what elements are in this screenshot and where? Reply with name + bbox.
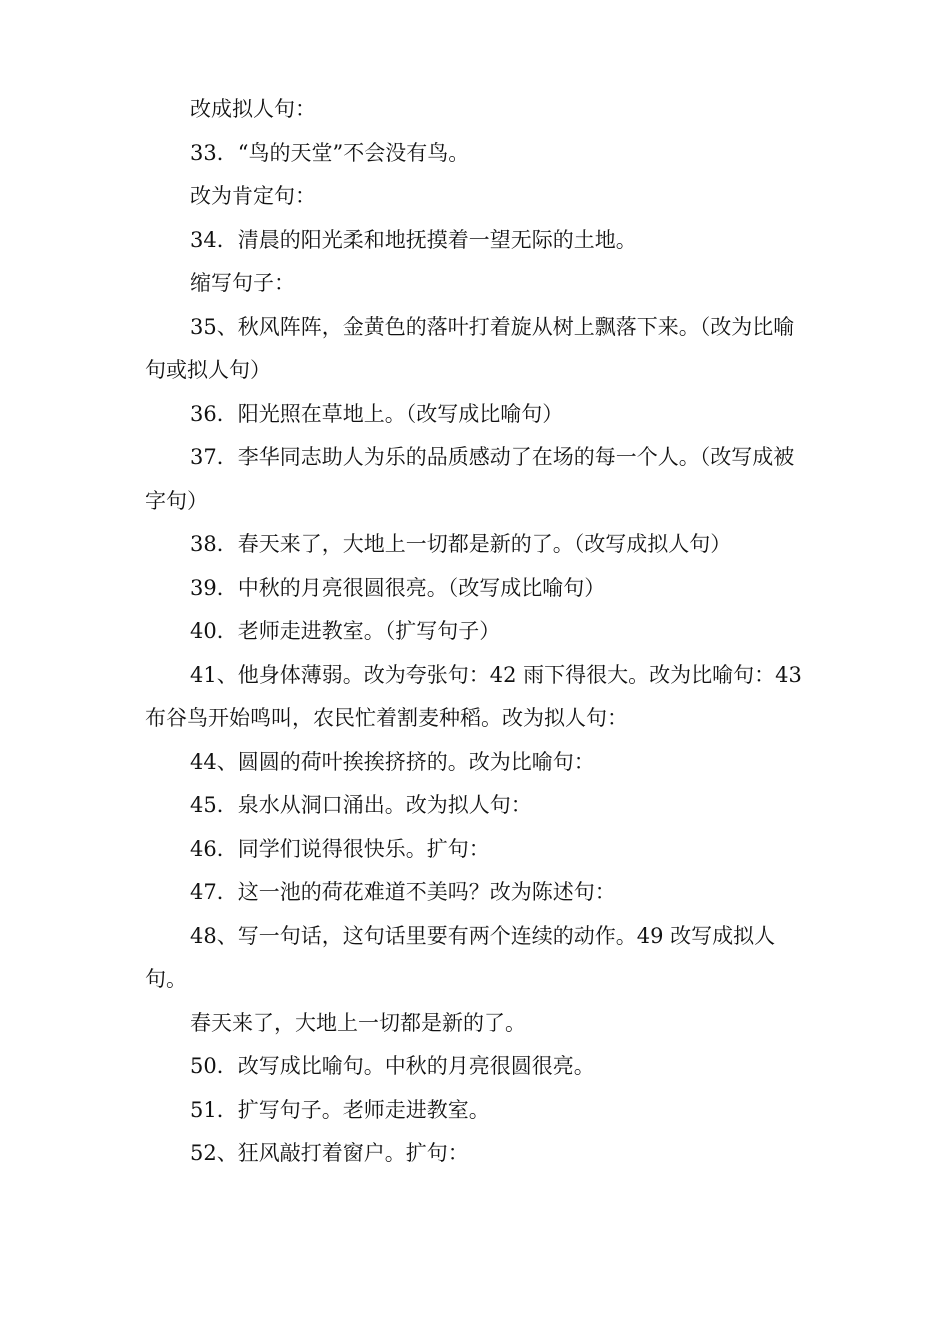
- paragraph: 33．“鸟的天堂”不会没有鸟。: [190, 140, 470, 165]
- paragraph: 41、他身体薄弱。改为夸张句：42 雨下得很大。改为比喻句：43 布谷鸟开始鸣叫，农民忙着割麦种稻。改为拟人句：: [145, 662, 802, 730]
- paragraph: 34．清晨的阳光柔和地抚摸着一望无际的土地。: [190, 227, 637, 252]
- paragraph: 50．改写成比喻句。中秋的月亮很圆很亮。: [190, 1054, 595, 1078]
- document-body: [145, 88, 805, 1176]
- paragraph: 45．泉水从洞口涌出。改为拟人句：: [190, 793, 532, 817]
- paragraph: 缩写句子：: [190, 271, 295, 295]
- paragraph: 47．这一池的荷花难道不美吗？改为陈述句：: [190, 880, 616, 904]
- paragraph: 改为肯定句：: [190, 184, 316, 208]
- paragraph: 46．同学们说得很快乐。扩句：: [190, 836, 490, 861]
- paragraph: 40．老师走进教室。（扩写句子）: [190, 619, 501, 643]
- paragraph: 37．李华同志助人为乐的品质感动了在场的每一个人。（改写成被字句）: [145, 445, 795, 513]
- paragraph: 改成拟人句：: [190, 97, 316, 121]
- paragraph: 44、圆圆的荷叶挨挨挤挤的。改为比喻句：: [190, 749, 595, 774]
- paragraph: 38．春天来了，大地上一切都是新的了。（改写成拟人句）: [190, 532, 732, 556]
- paragraph: 36．阳光照在草地上。（改写成比喻句）: [190, 401, 564, 426]
- paragraph: 52、狂风敲打着窗户。扩句：: [190, 1141, 469, 1165]
- paragraph: 春天来了，大地上一切都是新的了。: [190, 1010, 526, 1035]
- paragraph: 35、秋风阵阵，金黄色的落叶打着旋从树上飘落下来。（改为比喻句或拟人句）: [145, 314, 795, 382]
- paragraph: 51．扩写句子。老师走进教室。: [190, 1097, 490, 1122]
- paragraph: 39．中秋的月亮很圆很亮。（改写成比喻句）: [190, 575, 606, 600]
- paragraph: 48、写一句话，这句话里要有两个连续的动作。49 改写成拟人句。: [145, 923, 776, 991]
